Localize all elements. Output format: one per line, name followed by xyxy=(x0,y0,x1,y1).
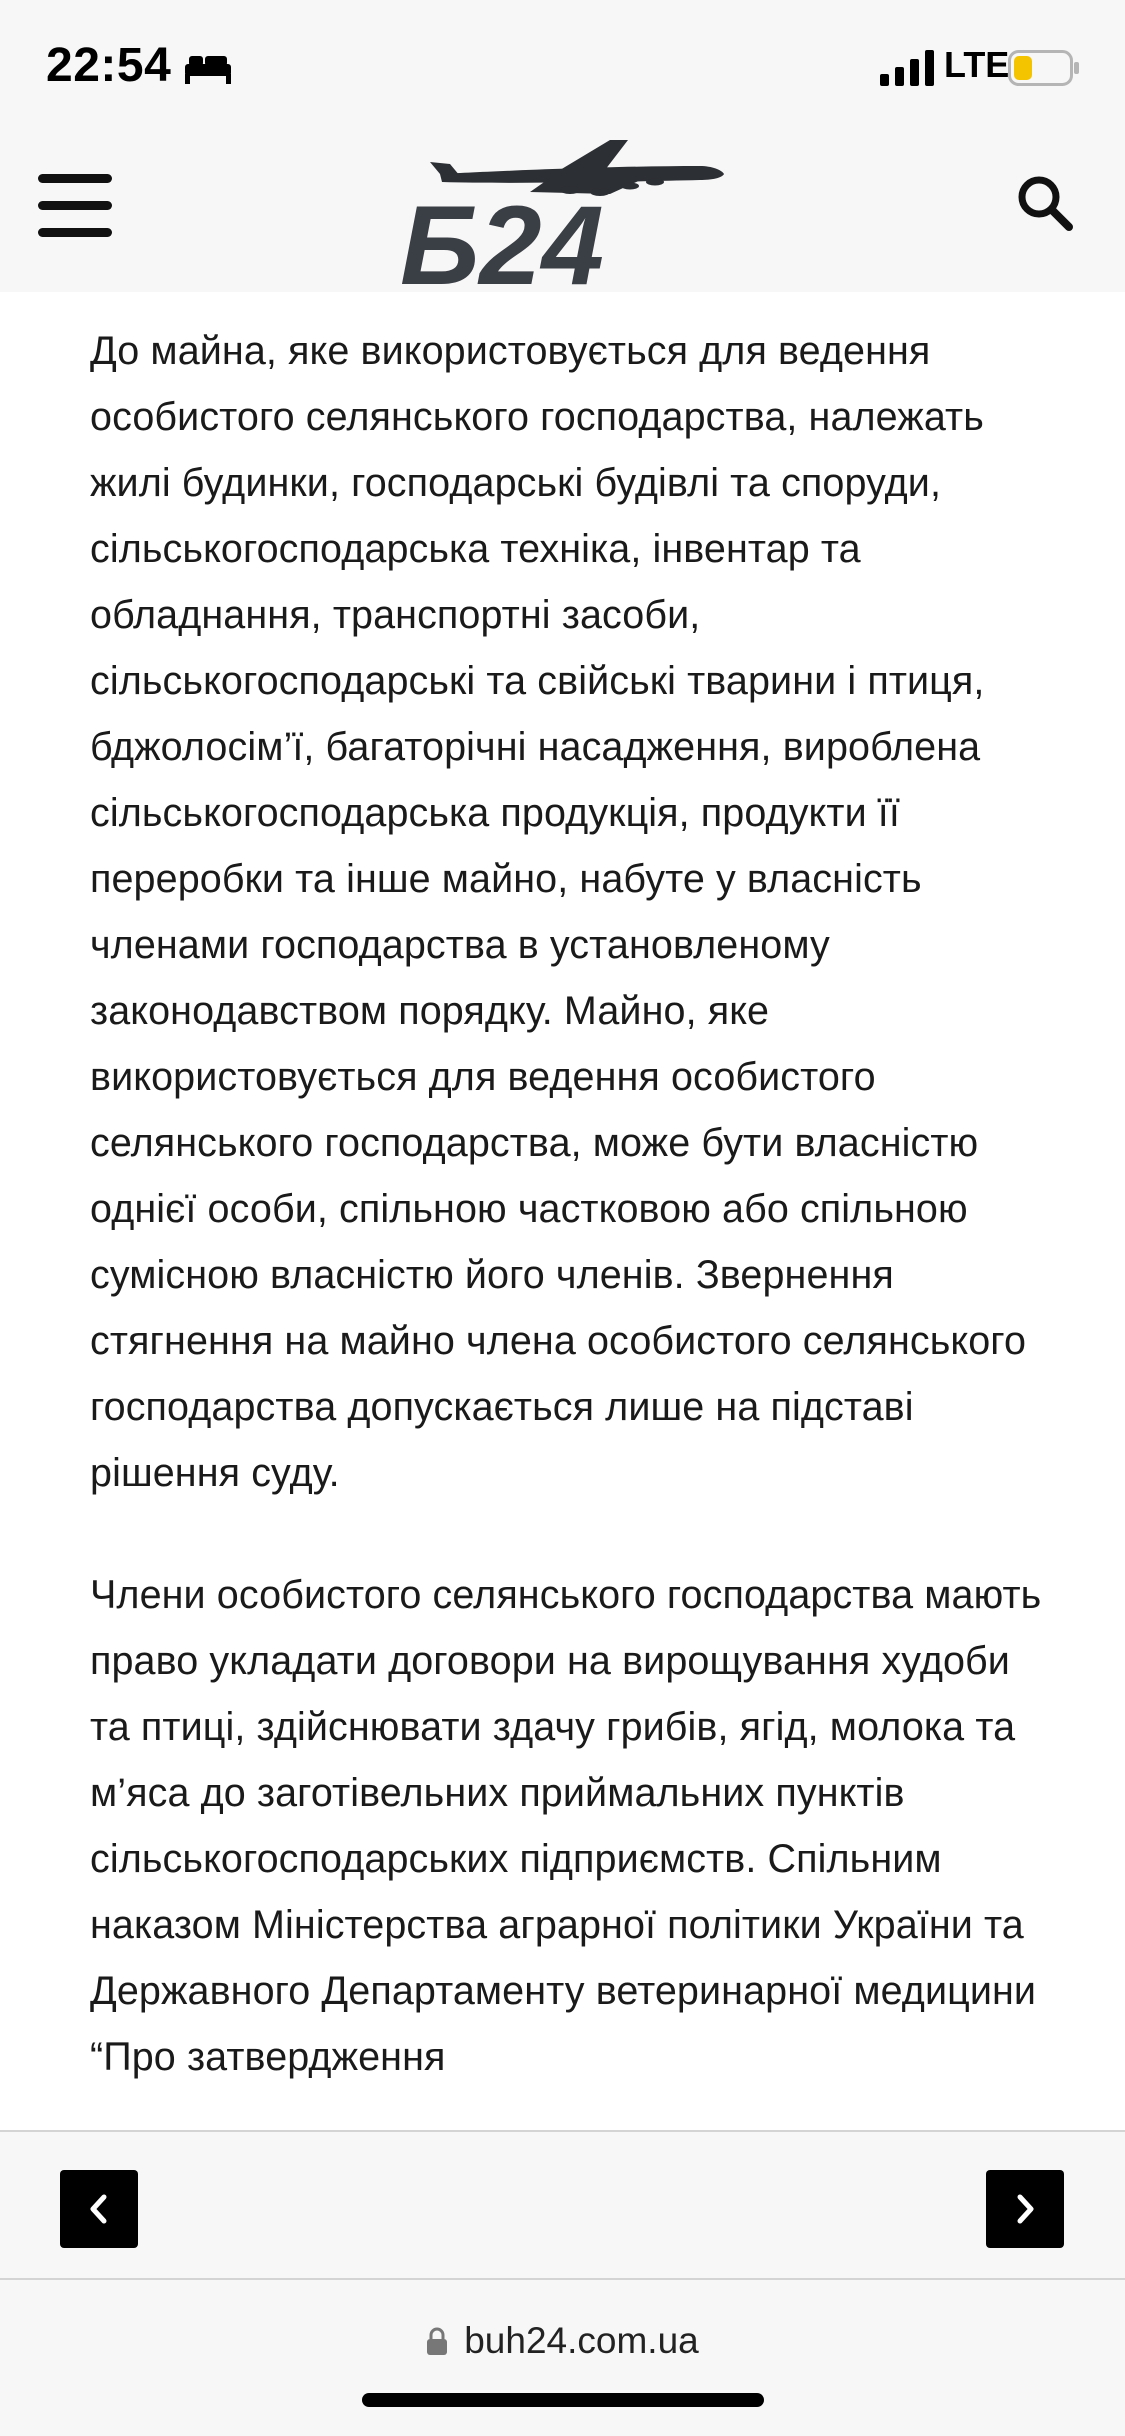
previous-article-button[interactable] xyxy=(60,2170,138,2248)
menu-icon[interactable] xyxy=(38,172,112,238)
network-label: LTE xyxy=(944,44,1010,85)
url-display[interactable] xyxy=(0,2320,1125,2362)
signal-icon xyxy=(880,50,936,86)
next-article-button[interactable] xyxy=(986,2170,1064,2248)
status-bar xyxy=(0,0,1125,132)
article-body xyxy=(90,318,1050,2130)
status-time: 22:54 xyxy=(46,39,172,92)
site-logo[interactable] xyxy=(400,134,730,292)
home-indicator[interactable] xyxy=(362,2393,764,2407)
navigation-toolbar xyxy=(0,2130,1125,2280)
site-header xyxy=(0,132,1125,292)
chevron-left-icon xyxy=(86,2192,112,2226)
lock-icon xyxy=(426,2326,448,2356)
bed-icon xyxy=(185,50,231,84)
url-text: buh24.com.ua xyxy=(464,2320,699,2361)
battery-icon xyxy=(1008,50,1080,86)
chevron-right-icon xyxy=(1012,2192,1038,2226)
logo-text: Б24 xyxy=(400,183,604,292)
url-bar[interactable] xyxy=(0,2280,1125,2436)
article-paragraph-2: Члени особистого селянського господарства мають право укладати договори на вирощування худоби та птиці, здійснювати здачу грибів, ягід, молока та м’яса до заготівельних приймальних пунктів сільськогосподарських підприємств. Спільним наказом Міністерства аграрної політики України та Державного Департаменту ветеринарної медицини “Про затвердження xyxy=(90,1573,1042,2079)
search-icon[interactable] xyxy=(1016,174,1074,232)
article-paragraph-1: До майна, яке використовується для ведення особистого селянського господарства, належать жилі будинки, господарські будівлі та споруди, сільськогосподарська техніка, інвентар та обладнання, транспортні засоби, сільськогосподарські та свійські тварини і птиця, бджолосім’ї, багаторічні насадження, вироблена сільськогосподарська продукція, продукти її переробки та інше майно, набуте у власність членами господарства в установленому законодавством порядку. Майно, яке використовується для ведення особистого селянського господарства, може бути власністю однієї особи, спільною частковою або спільною сумісною власністю його членів. Звернення стягнення на майно члена особистого селянського господарства допускається лише на підставі рішення суду. xyxy=(90,329,1027,1495)
